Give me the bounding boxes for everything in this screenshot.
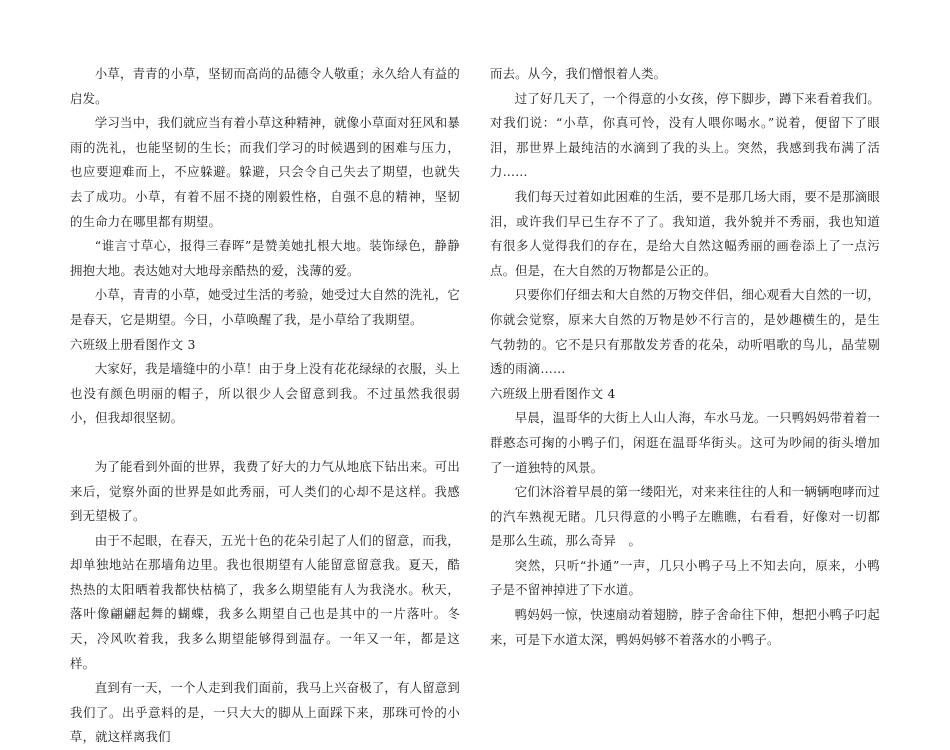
section-heading: 六班级上册看图作文 3 — [70, 336, 196, 352]
paragraph: 由于不起眼，在春天，五光十色的花朵引起了人们的留意，而我，却单独地站在那墙角边里。我也很期望有人能留意留意我。夏天，酷热热的太阳晒着我都快枯槁了，我多么期望能有人为我浇水。秋天，落叶像翩翩起舞的蝴蝶，我多么期望自己也是其中的一片落叶。冬天，冷风吹着我，我多么期望能够得到温存。一年又一年，都是这样。 — [70, 532, 460, 671]
blank-line — [70, 431, 460, 455]
paragraph: 小草，青青的小草，她受过生活的考验，她受过大自然的洗礼，它是春天，它是期望。今日，小草唤醒了我，是小草给了我期望。 — [70, 287, 460, 327]
paragraph: 突然，只听“扑通”一声，几只小鸭子马上不知去向，原来，小鸭子是不留神掉进了下水道。 — [490, 557, 880, 598]
paragraph: 我们每天过着如此困难的生活，要不是那几场大雨，要不是那滴眼泪，或许我们早已生存不了了。我知道，我外貌并不秀丽，我也知道有很多人觉得我们的存在，是给大自然这幅秀丽的画卷添上了一点污点。但是，在大自然的万物都是公正的。 — [490, 188, 880, 278]
paragraph: 过了好几天了，一个得意的小女孩，停下脚步，蹲下来看着我们。对我们说：“小草，你真可怜，没有人喂你喝水。”说着，便留下了眼泪，那世界上最纯洁的水滴到了我的头上。突然，我感到我布满了活力…… — [490, 90, 880, 180]
paragraph: 直到有一天，一个人走到我们面前，我马上兴奋极了，有人留意到我们了。出乎意料的是，一只大大的脚从上面踩下来，那珠可怜的小草，就这样离我们 — [70, 680, 460, 745]
paragraph: 只要你们仔细去和大自然的万物交伴侣，细心观看大自然的一切，你就会觉察，原来大自然的万物是妙不行言的，是妙趣横生的，是生气勃勃的。它不是只有那散发芳香的花朵，动听唱歌的鸟儿，晶莹剔透的雨滴…… — [490, 287, 880, 377]
paragraph: 学习当中，我们就应当有着小草这种精神，就像小草面对狂风和暴雨的洗礼，也能坚韧的生长；而我们学习的时候遇到的困难与压力，也应要迎难而上，不应躲避。躲避，只会令自己失去了期望，也就失去了成功。小草，有着不屈不挠的刚毅性格，自强不息的精神，坚韧的生命力在哪里都有期望。 — [70, 115, 460, 229]
paragraph: “谁言寸草心，报得三春晖”是赞美她扎根大地。装饰绿色，静静拥抱大地。表达她对大地母亲酷热的爱，浅薄的爱。 — [70, 238, 460, 278]
paragraph-continued: 而去。从今，我们憎恨着人类。 — [490, 66, 667, 81]
left-column — [70, 62, 460, 750]
paragraph: 它们沐浴着早晨的第一缕阳光，对来来往往的人和一辆辆咆哮而过的汽车熟视无睹。几只得意的小鸭子左瞧瞧，右看看，好像对一切都是那么生疏，那么奇异 。 — [490, 484, 880, 549]
section-heading: 六班级上册看图作文 4 — [490, 385, 616, 401]
paragraph: 大家好，我是墙缝中的小草！由于身上没有花花绿绿的衣服，头上也没有颜色明丽的帽子，所以很少人会留意到我。不过虽然我很弱小，但我却很坚韧。 — [70, 361, 460, 426]
paragraph: 鸭妈妈一惊，快速扇动着翅膀，脖子舍命往下伸，想把小鸭子叼起来，可是下水道太深，鸭妈妈够不着落水的小鸭子。 — [490, 607, 880, 647]
right-column — [490, 62, 880, 652]
paragraph: 小草，青青的小草，坚韧而高尚的品德令人敬重；永久给人有益的启发。 — [70, 66, 460, 106]
paragraph: 为了能看到外面的世界，我费了好大的力气从地底下钻出来。可出来后，觉察外面的世界是如此秀丽，可人类们的心却不是这样。我感到无望极了。 — [70, 458, 460, 524]
paragraph: 早晨，温哥华的大街上人山人海，车水马龙。一只鸭妈妈带着着一群憨态可掬的小鸭子们，闲逛在温哥华街头。这可为吵闹的街头增加了一道独特的风景。 — [490, 410, 880, 475]
